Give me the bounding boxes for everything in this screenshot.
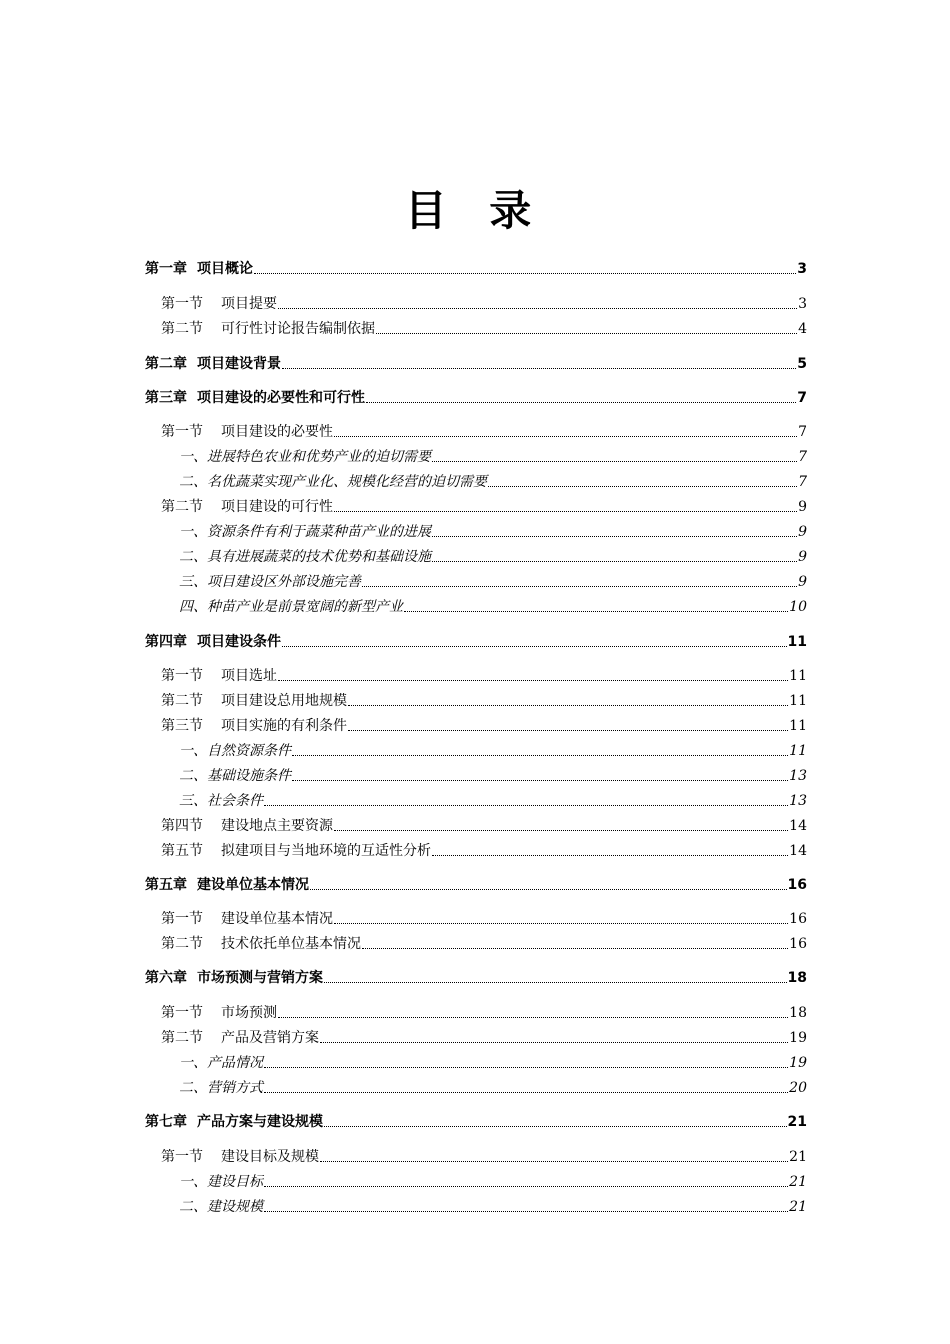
toc-entry-number: 第二节 <box>161 693 203 709</box>
toc-dot-leader <box>254 273 796 274</box>
toc-page-number: 7 <box>798 424 807 440</box>
toc-page-number: 11 <box>787 634 807 650</box>
toc-entry-item[interactable] <box>145 761 807 785</box>
toc-page-number: 16 <box>789 911 807 927</box>
toc-page-number: 7 <box>797 390 807 406</box>
toc-dot-leader <box>264 1092 788 1093</box>
toc-entry-section[interactable] <box>145 314 807 338</box>
toc-entry-item[interactable] <box>145 1167 807 1191</box>
toc-entry-number: 二、 <box>179 474 207 490</box>
toc-page-number: 14 <box>789 818 807 834</box>
toc-entry-text: 拟建项目与当地环境的互适性分析 <box>221 843 431 859</box>
toc-entry-item[interactable] <box>145 592 807 616</box>
toc-entry-text: 市场预测 <box>221 1005 277 1021</box>
toc-entry-text: 项目提要 <box>221 296 277 312</box>
toc-entry-number: 第三章 <box>145 390 187 406</box>
toc-page-number: 11 <box>789 718 807 734</box>
toc-entry-item[interactable] <box>145 467 807 491</box>
toc-entry-text: 项目建设条件 <box>197 634 281 650</box>
toc-entry-number: 第二节 <box>161 936 203 952</box>
toc-page-number: 9 <box>798 549 807 565</box>
toc-dot-leader <box>292 755 788 756</box>
toc-entry-number: 一、 <box>179 1174 207 1190</box>
toc-page-number: 21 <box>787 1114 807 1130</box>
toc-entry-number: 第一节 <box>161 424 203 440</box>
toc-page-number: 14 <box>789 843 807 859</box>
toc-entry-text: 名优蔬菜实现产业化、规模化经营的迫切需要 <box>207 474 487 490</box>
toc-dot-leader <box>320 1161 788 1162</box>
toc-entry-text: 建设地点主要资源 <box>221 818 333 834</box>
toc-entry-chapter[interactable] <box>145 349 807 373</box>
toc-entry-item[interactable] <box>145 442 807 466</box>
toc-entry-text: 可行性讨论报告编制依据 <box>221 321 375 337</box>
toc-entry-section[interactable] <box>145 711 807 735</box>
toc-entry-section[interactable] <box>145 811 807 835</box>
toc-entry-text: 产品及营销方案 <box>221 1030 319 1046</box>
toc-dot-leader <box>334 511 797 512</box>
toc-dot-leader <box>366 402 796 403</box>
toc-entry-number: 第四节 <box>161 818 203 834</box>
toc-title: 目 录 <box>404 186 546 235</box>
toc-entry-text: 社会条件 <box>207 793 263 809</box>
toc-entry-section[interactable] <box>145 929 807 953</box>
toc-dot-leader <box>488 486 797 487</box>
toc-dot-leader <box>282 368 796 369</box>
toc-entry-number: 第一章 <box>145 261 187 277</box>
toc-entry-number: 第五章 <box>145 877 187 893</box>
toc-entry-text: 建设规模 <box>207 1199 263 1215</box>
toc-dot-leader <box>324 1126 787 1127</box>
toc-entry-text: 营销方式 <box>207 1080 263 1096</box>
toc-entry-section[interactable] <box>145 661 807 685</box>
toc-entry-text: 自然资源条件 <box>207 743 291 759</box>
toc-entry-text: 建设目标及规模 <box>221 1149 319 1165</box>
toc-entry-chapter[interactable] <box>145 627 807 651</box>
toc-page-number: 18 <box>789 1005 807 1021</box>
toc-dot-leader <box>348 730 788 731</box>
toc-page-number: 20 <box>789 1080 807 1096</box>
toc-dot-leader <box>264 1211 788 1212</box>
toc-entry-number: 第一节 <box>161 668 203 684</box>
toc-entry-text: 项目建设背景 <box>197 356 281 372</box>
toc-entry-text: 项目概论 <box>197 261 253 277</box>
toc-entry-number: 一、 <box>179 743 207 759</box>
toc-entry-item[interactable] <box>145 1073 807 1097</box>
toc-entry-number: 第五节 <box>161 843 203 859</box>
toc-page-number: 16 <box>787 877 807 893</box>
toc-entry-number: 二、 <box>179 549 207 565</box>
toc-dot-leader <box>334 830 788 831</box>
toc-entry-number: 第三节 <box>161 718 203 734</box>
toc-page-number: 13 <box>789 793 807 809</box>
toc-entry-number: 二、 <box>179 1080 207 1096</box>
toc-entry-section[interactable] <box>145 417 807 441</box>
toc-entry-text: 产品情况 <box>207 1055 263 1071</box>
toc-dot-leader <box>292 780 788 781</box>
toc-entry-number: 二、 <box>179 768 207 784</box>
toc-dot-leader <box>264 805 788 806</box>
toc-page-number: 18 <box>787 970 807 986</box>
toc-entry-chapter[interactable] <box>145 254 807 278</box>
toc-page-number: 3 <box>798 296 807 312</box>
toc-dot-leader <box>432 461 797 462</box>
toc-dot-leader <box>334 923 788 924</box>
toc-page-number: 21 <box>789 1174 807 1190</box>
toc-entry-item[interactable] <box>145 542 807 566</box>
toc-entry-number: 一、 <box>179 1055 207 1071</box>
toc-entry-text: 项目实施的有利条件 <box>221 718 347 734</box>
toc-dot-leader <box>348 705 788 706</box>
toc-entry-number: 四、 <box>179 599 207 615</box>
toc-page-number: 5 <box>797 356 807 372</box>
toc-entry-section[interactable] <box>145 904 807 928</box>
toc-entry-section[interactable] <box>145 1142 807 1166</box>
toc-entry-section[interactable] <box>145 1023 807 1047</box>
toc-dot-leader <box>278 680 788 681</box>
toc-dot-leader <box>278 1017 788 1018</box>
toc-entry-number: 第二节 <box>161 499 203 515</box>
toc-entry-number: 第一节 <box>161 296 203 312</box>
toc-page-number: 11 <box>789 743 807 759</box>
toc-entry-number: 第七章 <box>145 1114 187 1130</box>
toc-entry-section[interactable] <box>145 836 807 860</box>
toc-entry-text: 项目建设的可行性 <box>221 499 333 515</box>
toc-page-number: 21 <box>789 1199 807 1215</box>
toc-page-number: 9 <box>798 524 807 540</box>
toc-entry-text: 资源条件有利于蔬菜种苗产业的进展 <box>207 524 431 540</box>
toc-entry-section[interactable] <box>145 998 807 1022</box>
toc-entry-chapter[interactable] <box>145 870 807 894</box>
toc-entry-number: 二、 <box>179 1199 207 1215</box>
toc-entry-text: 市场预测与营销方案 <box>197 970 323 986</box>
toc-entry-chapter[interactable] <box>145 1107 807 1131</box>
toc-entry-number: 第一节 <box>161 1149 203 1165</box>
toc-entry-section[interactable] <box>145 686 807 710</box>
toc-entry-item[interactable] <box>145 736 807 760</box>
toc-entry-text: 产品方案与建设规模 <box>197 1114 323 1130</box>
toc-dot-leader <box>432 855 788 856</box>
toc-page-number: 7 <box>798 449 807 465</box>
toc-entry-text: 项目建设的必要性和可行性 <box>197 390 365 406</box>
toc-entry-number: 第二节 <box>161 1030 203 1046</box>
toc-entry-number: 第一节 <box>161 911 203 927</box>
toc-dot-leader <box>264 1186 788 1187</box>
toc-entry-text: 技术依托单位基本情况 <box>221 936 361 952</box>
toc-entry-number: 第四章 <box>145 634 187 650</box>
toc-entry-number: 三、 <box>179 793 207 809</box>
toc-page-number: 11 <box>789 668 807 684</box>
toc-dot-leader <box>324 982 787 983</box>
toc-dot-leader <box>334 436 797 437</box>
toc-entry-text: 项目建设总用地规模 <box>221 693 347 709</box>
toc-entry-number: 第六章 <box>145 970 187 986</box>
toc-entry-number: 三、 <box>179 574 207 590</box>
toc-page-number: 16 <box>789 936 807 952</box>
toc-entry-chapter[interactable] <box>145 383 807 407</box>
toc-entry-item[interactable] <box>145 517 807 541</box>
toc-dot-leader <box>404 611 788 612</box>
toc-dot-leader <box>320 1042 788 1043</box>
toc-page-number: 13 <box>789 768 807 784</box>
toc-entry-number: 第一节 <box>161 1005 203 1021</box>
toc-page-number: 10 <box>789 599 807 615</box>
toc-entry-item[interactable] <box>145 786 807 810</box>
toc-page-number: 19 <box>789 1055 807 1071</box>
toc-page-number: 21 <box>789 1149 807 1165</box>
toc-dot-leader <box>432 561 797 562</box>
toc-entry-text: 具有进展蔬菜的技术优势和基础设施 <box>207 549 431 565</box>
toc-entry-chapter[interactable] <box>145 963 807 987</box>
toc-page-number: 4 <box>798 321 807 337</box>
toc-entry-text: 建设目标 <box>207 1174 263 1190</box>
toc-entry-section[interactable] <box>145 289 807 313</box>
toc-page-number: 9 <box>798 499 807 515</box>
toc-page-number: 9 <box>798 574 807 590</box>
toc-entry-item[interactable] <box>145 1048 807 1072</box>
toc-entry-text: 项目选址 <box>221 668 277 684</box>
toc-entry-text: 种苗产业是前景宽阔的新型产业 <box>207 599 403 615</box>
toc-dot-leader <box>376 333 797 334</box>
toc-entry-text: 建设单位基本情况 <box>221 911 333 927</box>
toc-page-number: 11 <box>789 693 807 709</box>
toc-dot-leader <box>432 536 797 537</box>
toc-page-number: 7 <box>798 474 807 490</box>
toc-dot-leader <box>282 646 787 647</box>
toc-dot-leader <box>278 308 797 309</box>
toc-entry-item[interactable] <box>145 567 807 591</box>
toc-entry-text: 基础设施条件 <box>207 768 291 784</box>
toc-page-number: 3 <box>797 261 807 277</box>
toc-page-number: 19 <box>789 1030 807 1046</box>
toc-entry-number: 第二章 <box>145 356 187 372</box>
toc-dot-leader <box>310 889 787 890</box>
toc-entry-section[interactable] <box>145 492 807 516</box>
toc-entry-number: 一、 <box>179 449 207 465</box>
toc-entry-text: 建设单位基本情况 <box>197 877 309 893</box>
toc-entry-text: 项目建设区外部设施完善 <box>207 574 361 590</box>
toc-dot-leader <box>264 1067 788 1068</box>
toc-dot-leader <box>362 948 788 949</box>
toc-entry-text: 项目建设的必要性 <box>221 424 333 440</box>
toc-entry-number: 一、 <box>179 524 207 540</box>
toc-entry-text: 进展特色农业和优势产业的迫切需要 <box>207 449 431 465</box>
toc-dot-leader <box>362 586 797 587</box>
toc-entry-item[interactable] <box>145 1192 807 1216</box>
toc-entry-number: 第二节 <box>161 321 203 337</box>
